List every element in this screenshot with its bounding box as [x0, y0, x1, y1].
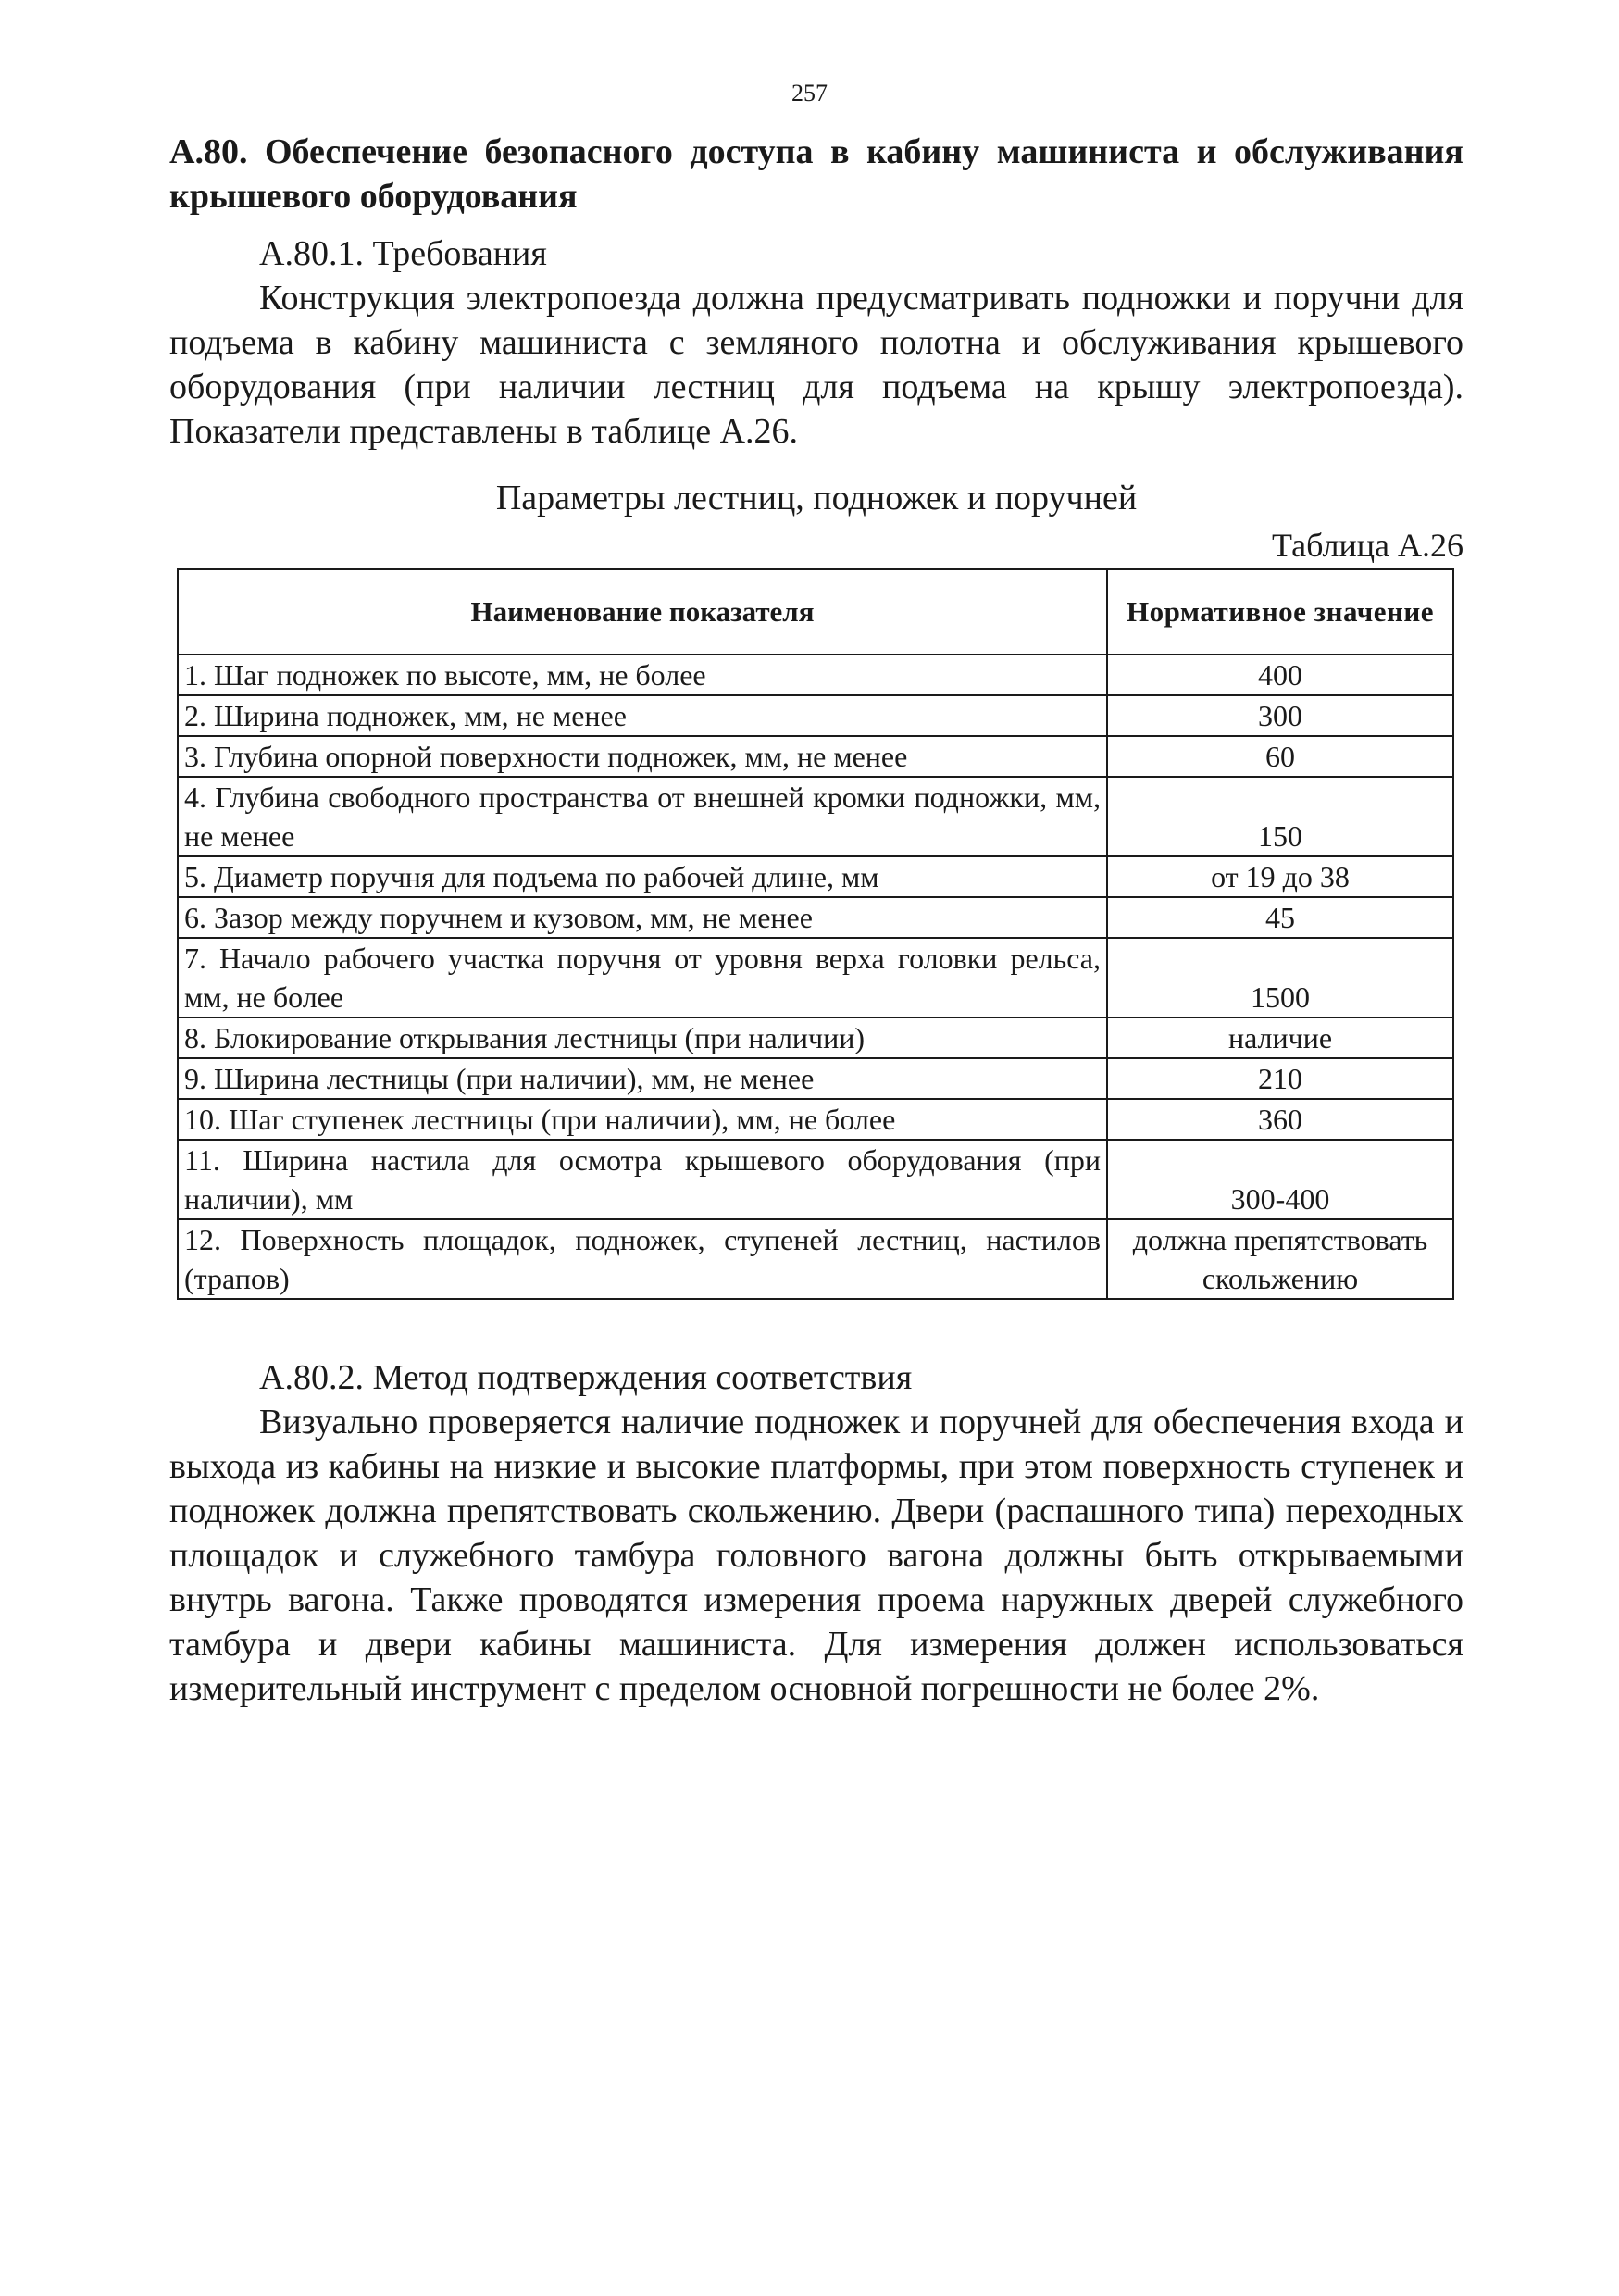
- table-row: [178, 777, 1453, 856]
- table-row: [178, 856, 1453, 897]
- row-value: 60: [1107, 736, 1453, 777]
- row-name: 12. Поверхность площадок, подножек, ступеней лестниц, настилов (трапов): [178, 1219, 1107, 1299]
- table-number: Таблица А.26: [1272, 527, 1463, 564]
- table-row: [178, 1017, 1453, 1058]
- table-title: Параметры лестниц, подножек и поручней: [495, 479, 1138, 518]
- table-row: [178, 695, 1453, 736]
- row-name: 2. Ширина подножек, мм, не менее: [178, 695, 1107, 736]
- row-value: 210: [1107, 1058, 1453, 1099]
- requirements-heading: А.80.1. Требования: [259, 234, 547, 273]
- parameters-table: [177, 568, 1454, 1300]
- header-value: Нормативное значение: [1107, 569, 1453, 655]
- table-body: [178, 655, 1453, 1299]
- row-value: наличие: [1107, 1017, 1453, 1058]
- document-body: [169, 130, 1463, 1711]
- row-name: 3. Глубина опорной поверхности подножек, мм, не менее: [178, 736, 1107, 777]
- row-name: 1. Шаг подножек по высоте, мм, не более: [178, 655, 1107, 695]
- table-header-row: [178, 569, 1453, 655]
- row-value: 45: [1107, 897, 1453, 938]
- table-row: [178, 736, 1453, 777]
- row-name: 6. Зазор между поручнем и кузовом, мм, не менее: [178, 897, 1107, 938]
- row-name: 5. Диаметр поручня для подъема по рабочей длине, мм: [178, 856, 1107, 897]
- row-name: 8. Блокирование открывания лестницы (при наличии): [178, 1017, 1107, 1058]
- row-name: 10. Шаг ступенек лестницы (при наличии), мм, не более: [178, 1099, 1107, 1140]
- table-row: [178, 1099, 1453, 1140]
- row-value: 400: [1107, 655, 1453, 695]
- requirements-text: Конструкция электропоезда должна предусматривать подножки и поручни для подъема в кабину машиниста с земляного полотна и обслуживания крышевого оборудования (при наличии лестниц для подъема на крышу электропоезда). Показатели представлены в таблице А.26.: [169, 279, 1463, 451]
- row-value: 300: [1107, 695, 1453, 736]
- method-text: Визуально проверяется наличие подножек и поручней для обеспечения входа и выхода из кабины на низкие и высокие платформы, при этом поверхность ступенек и подножек должна препятствовать скольжению. Двери (распашного типа) переходных площадок и служебного тамбура головного вагона должны быть открываемыми внутрь вагона. Также проводятся измерения проема наружных дверей служебного тамбура и двери кабины машиниста. Для измерения должен использоваться измерительный инструмент с пределом основной погрешности не более 2%.: [169, 1403, 1463, 1708]
- table-row: [178, 655, 1453, 695]
- row-value: 150: [1107, 777, 1453, 856]
- row-name: 11. Ширина настила для осмотра крышевого оборудования (при наличии), мм: [178, 1140, 1107, 1219]
- table-row: [178, 897, 1453, 938]
- section-title: А.80. Обеспечение безопасного доступа в кабину машиниста и обслуживания крышевого оборудования: [169, 132, 1463, 216]
- table-row: [178, 1140, 1453, 1219]
- row-value: 300-400: [1107, 1140, 1453, 1219]
- row-name: 9. Ширина лестницы (при наличии), мм, не менее: [178, 1058, 1107, 1099]
- row-value: 1500: [1107, 938, 1453, 1017]
- row-name: 7. Начало рабочего участка поручня от уровня верха головки рельса, мм, не более: [178, 938, 1107, 1017]
- row-value: от 19 до 38: [1107, 856, 1453, 897]
- row-value: должна препятствовать скольжению: [1107, 1219, 1453, 1299]
- header-name: Наименование показателя: [178, 569, 1107, 655]
- table-row: [178, 1058, 1453, 1099]
- page-number: 257: [791, 80, 828, 106]
- method-section: [169, 1355, 1463, 1711]
- method-heading: А.80.2. Метод подтверждения соответствия: [259, 1358, 913, 1397]
- table-row: [178, 1219, 1453, 1299]
- row-value: 360: [1107, 1099, 1453, 1140]
- row-name: 4. Глубина свободного пространства от внешней кромки подножки, мм, не менее: [178, 777, 1107, 856]
- table-row: [178, 938, 1453, 1017]
